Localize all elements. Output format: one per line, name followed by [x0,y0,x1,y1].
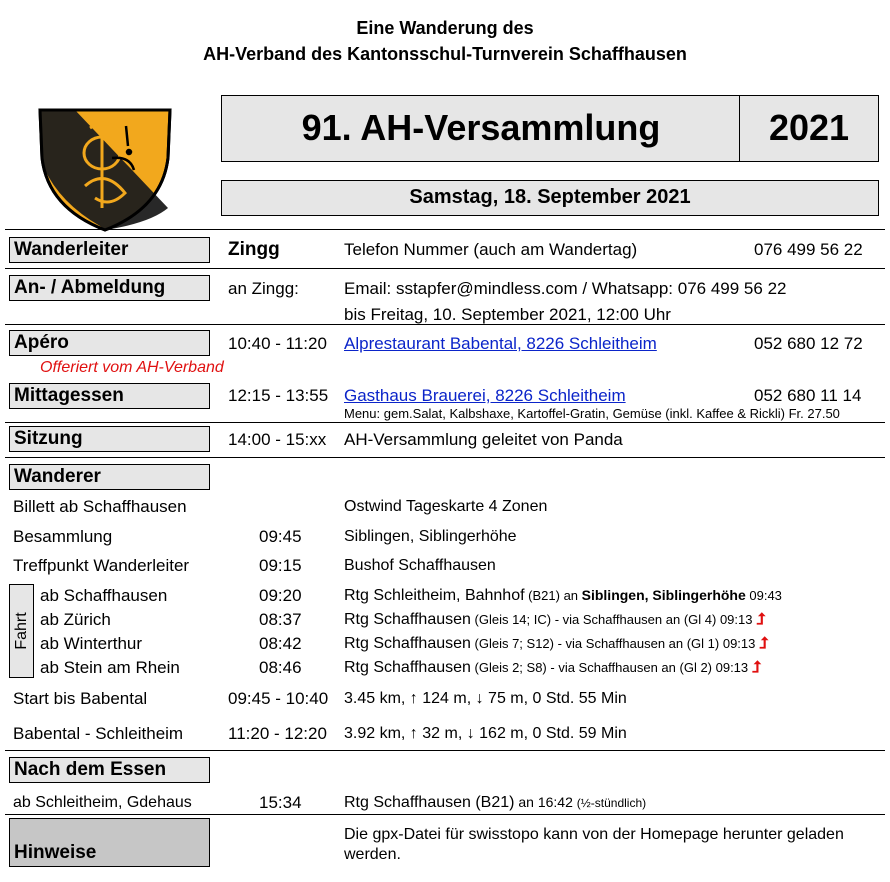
nach-essen-time: 15:34 [259,793,302,812]
fahrt-route [344,659,761,677]
connection-arrow-icon: ⮥ [756,611,766,628]
besammlung-info: Siblingen, Siblingerhöhe [344,528,517,545]
nach-essen-from: ab Schleitheim, Gdehaus [13,794,192,811]
fahrt-from: ab Stein am Rhein [40,658,180,677]
mittagessen-time: 12:15 - 13:55 [228,386,329,405]
connection-arrow-icon: ⮥ [751,659,762,676]
anmeldung-to: an Zingg: [228,279,299,298]
nach-essen-dir: Rtg Schaffhausen (B21) [344,794,515,811]
mittagessen-phone: 052 680 11 14 [754,386,862,405]
divider [5,457,885,458]
event-title-box [221,95,741,162]
etappe2-label: Babental - Schleitheim [13,724,184,743]
label-sitzung: Sitzung [9,426,210,452]
hinweise-box [9,818,210,867]
fahrt-route [344,611,766,629]
anmeldung-deadline: bis Freitag, 10. September 2021, 12:00 Uhr [344,305,671,324]
besammlung-time: 09:45 [259,527,302,546]
fahrt-an: an [563,588,582,603]
fahrt-route [344,587,782,605]
apero-phone: 052 680 12 72 [754,334,863,353]
nach-essen-frequency: (½-stündlich) [576,796,647,810]
fahrt-from: ab Schaffhausen [40,586,168,605]
wanderleiter-info: Telefon Nummer (auch am Wandertag) [344,240,638,259]
besammlung-label: Besammlung [13,527,113,546]
event-year: 2021 [768,107,850,148]
apero-time: 10:40 - 11:20 [228,334,327,353]
etappe2-time: 11:20 - 12:20 [228,724,327,743]
mittagessen-place-link[interactable]: Gasthaus Brauerei, 8226 Schleitheim [344,386,626,405]
event-title: 91. AH-Versammlung [301,107,661,148]
date-box [221,180,879,216]
sitzung-info: AH-Versammlung geleitet von Panda [344,430,623,449]
header-line2: AH-Verband des Kantonsschul-Turnverein Schaffhausen [203,44,687,64]
year-box [739,95,879,162]
anmeldung-contact: Email: sstapfer@mindless.com / Whatsapp: 076 499 56 22 [344,279,787,298]
fahrt-from: ab Zürich [40,610,111,629]
fahrt-time: 08:46 [259,658,302,677]
fahrt-route [344,635,768,653]
fahrt-detail: (B21) [524,588,564,603]
label-apero: Apéro [9,330,210,356]
fahrt-time: 08:42 [259,634,302,653]
treffpunkt-info: Bushof Schaffhausen [344,557,496,574]
apero-note: Offeriert vom AH-Verband [40,359,224,376]
fahrt-time: 08:37 [259,610,302,629]
fahrt-detail: (Gleis 7; S12) - via Schaffhausen an (Gl 1) 09:13 [470,636,759,651]
divider [5,324,885,325]
nach-essen-route [344,794,646,812]
treffpunkt-time: 09:15 [259,556,302,575]
billett-label: Billett ab Schaffhausen [13,497,187,516]
hinweise-text-line2: werden. [344,846,401,863]
event-date: Samstag, 18. September 2021 [409,186,691,208]
sitzung-time: 14:00 - 15:xx [228,430,327,449]
apero-place-link[interactable]: Alprestaurant Babental, 8226 Schleitheim [344,334,657,353]
etappe2-info: 3.92 km, ↑ 32 m, ↓ 162 m, 0 Std. 59 Min [344,725,627,742]
etappe1-info: 3.45 km, ↑ 124 m, ↓ 75 m, 0 Std. 55 Min [344,690,627,707]
label-mittagessen: Mittagessen [9,383,210,409]
label-nach-dem-essen: Nach dem Essen [9,757,210,783]
nach-essen-arrival: an 16:42 [514,794,577,810]
label-hinweise: Hinweise [14,842,97,863]
fahrt-detail: (Gleis 2; S8) - via Schaffhausen an (Gl 2) 09:13 [470,660,752,675]
etappe1-label: Start bis Babental [13,689,148,708]
header-line1: Eine Wanderung des [356,18,534,38]
label-anmeldung: An- / Abmeldung [9,275,210,301]
mittagessen-menu: Menu: gem.Salat, Kalbshaxe, Kartoffel-Gratin, Gemüse (inkl. Kaffee & Rickli) Fr. 27.50 [344,406,840,421]
label-wanderleiter: Wanderleiter [9,237,210,263]
treffpunkt-label: Treffpunkt Wanderleiter [13,556,190,575]
fahrt-from: ab Winterthur [40,634,143,653]
fahrt-arrival: 09:43 [745,588,782,603]
divider [5,750,885,751]
fahrt-dir: Rtg Schaffhausen [344,659,471,676]
fahrt-dir: Rtg Schleitheim, Bahnhof [344,587,525,604]
label-wanderer: Wanderer [9,464,210,490]
hinweise-text-line1: Die gpx-Datei für swisstopo kann von der Homepage herunter geladen [344,826,844,843]
fahrt-label: Fahrt [12,612,30,650]
billett-info: Ostwind Tageskarte 4 Zonen [344,498,548,515]
wanderleiter-name: Zingg [228,239,280,260]
fahrt-dir: Rtg Schaffhausen [344,611,471,628]
fahrt-dir: Rtg Schaffhausen [344,635,471,652]
fahrt-detail: (Gleis 14; IC) - via Schaffhausen an (Gl 4) 09:13 [470,612,757,627]
fahrt-time: 09:20 [259,586,302,605]
fahrt-dest: Siblingen, Siblingerhöhe [581,587,746,603]
club-crest-logo [30,98,180,233]
fahrt-label-box [9,584,34,678]
etappe1-time: 09:45 - 10:40 [228,689,329,708]
divider [5,268,885,269]
wanderleiter-phone: 076 499 56 22 [754,240,863,259]
divider [5,229,885,230]
divider [5,422,885,423]
divider [5,814,885,815]
connection-arrow-icon: ⮥ [758,635,769,652]
